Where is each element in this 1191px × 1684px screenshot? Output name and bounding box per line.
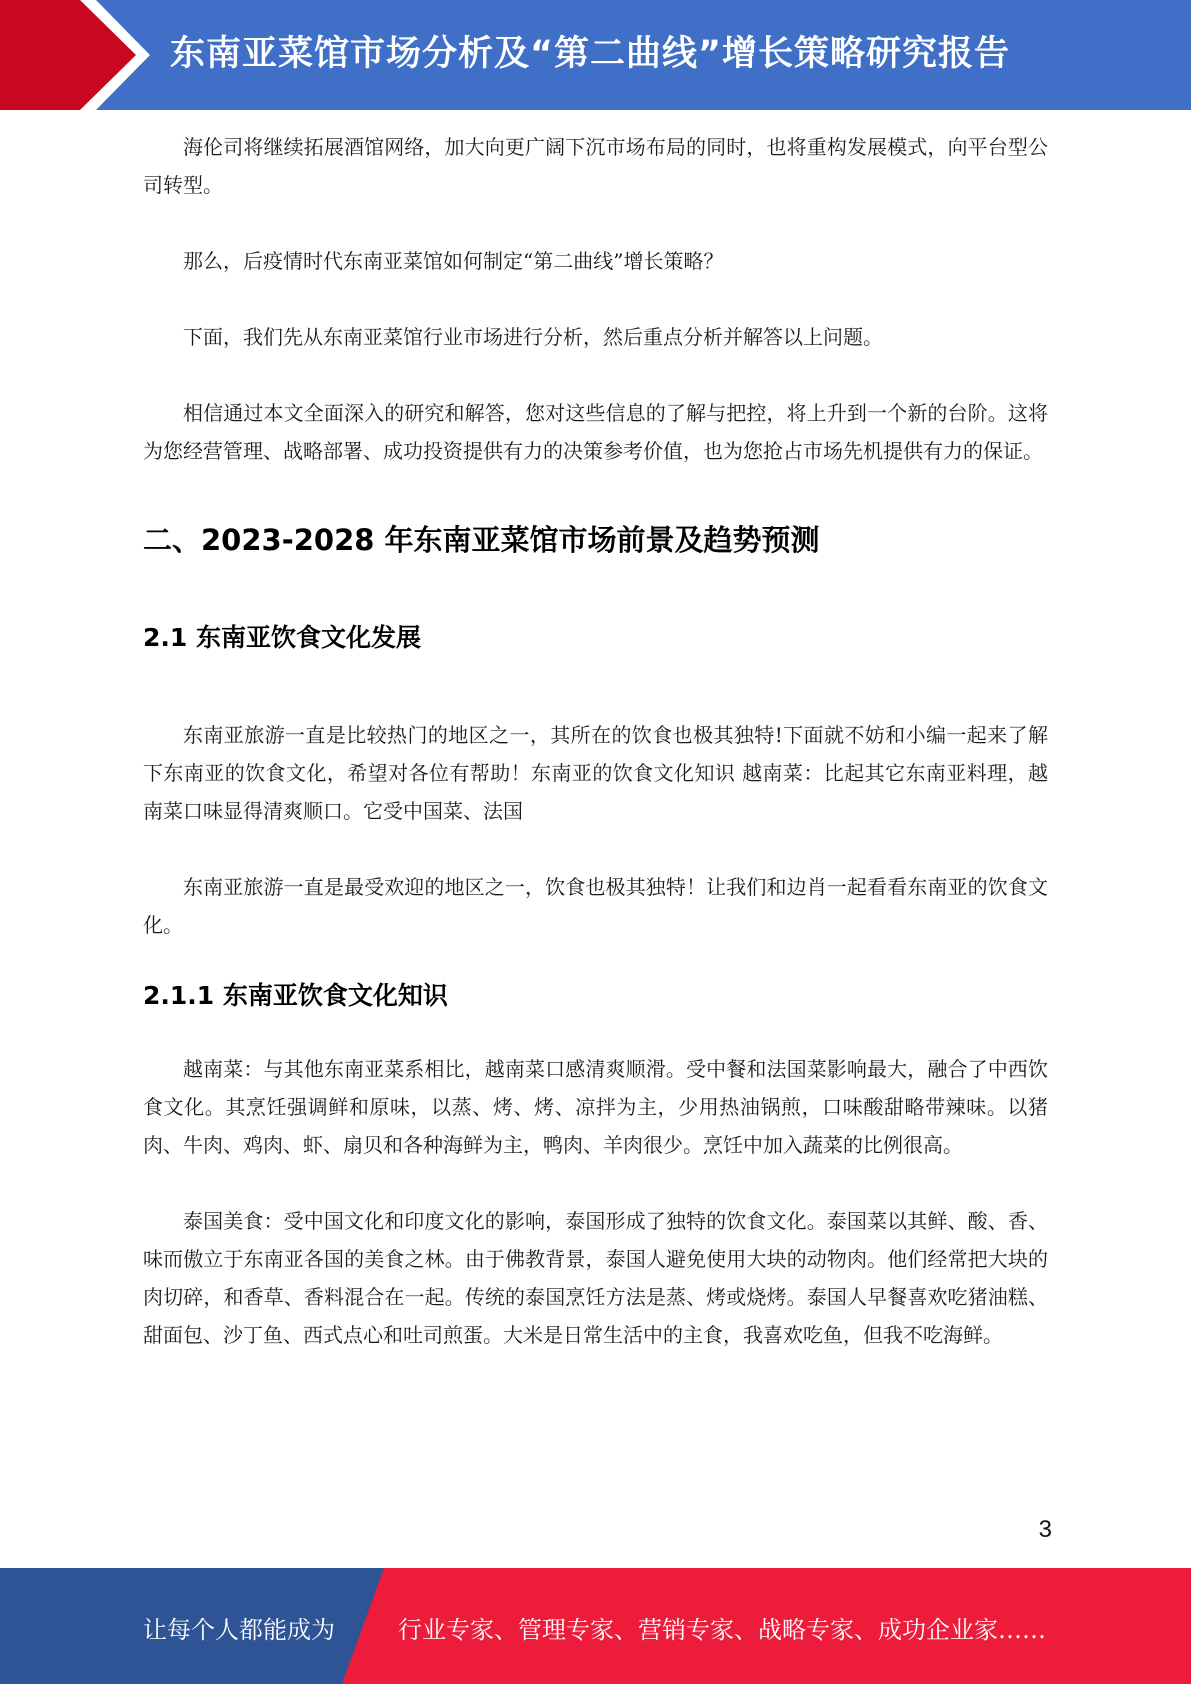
footer-slogan-left: 让每个人都能成为 xyxy=(143,1616,335,1644)
paragraph: 相信通过本文全面深入的研究和解答，您对这些信息的了解与把控，将上升到一个新的台阶。这将为您经营管理、战略部署、成功投资提供有力的决策参考价值，也为您抢占市场先机提供有力的保证。 xyxy=(143,401,1048,463)
paragraph: 下面，我们先从东南亚菜馆行业市场进行分析，然后重点分析并解答以上问题。 xyxy=(183,325,883,349)
header-chevron-decoration xyxy=(0,0,160,110)
paragraph: 泰国美食：受中国文化和印度文化的影响，泰国形成了独特的饮食文化。泰国菜以其鲜、酸、香、味而傲立于东南亚各国的美食之林。由于佛教背景，泰国人避免使用大块的动物肉。他们经常把大块的肉切碎，和香草、香料混合在一起。传统的泰国烹饪方法是蒸、烤或烧烤。泰国人早餐喜欢吃猪油糕、甜面包、沙丁鱼、西式点心和吐司煎蛋。大米是日常生活中的主食，我喜欢吃鱼，但我不吃海鲜。 xyxy=(143,1209,1048,1347)
section-heading: 二、2023-2028 年东南亚菜馆市场前景及趋势预测 xyxy=(143,523,820,557)
header-banner xyxy=(0,0,1191,110)
paragraph: 东南亚旅游一直是最受欢迎的地区之一，饮食也极其独特！让我们和边肖一起看看东南亚的饮食文化。 xyxy=(143,875,1048,937)
subsection-heading: 2.1 东南亚饮食文化发展 xyxy=(143,623,421,652)
footer-slogan-right: 行业专家、管理专家、营销专家、战略专家、成功企业家…… xyxy=(398,1616,1046,1644)
paragraph: 东南亚旅游一直是比较热门的地区之一，其所在的饮食也极其独特!下面就不妨和小编一起来了解下东南亚的饮食文化，希望对各位有帮助！东南亚的饮食文化知识 越南菜：比起其它东南亚料理，越南菜口味显得清爽顺口。它受中国菜、法国 xyxy=(143,723,1048,823)
report-title: 东南亚菜馆市场分析及“第二曲线”增长策略研究报告 xyxy=(170,34,1011,74)
subsection-heading: 2.1.1 东南亚饮食文化知识 xyxy=(143,981,448,1010)
footer-banner xyxy=(0,1568,1191,1684)
page-number: 3 xyxy=(1038,1516,1052,1543)
paragraph: 海伦司将继续拓展酒馆网络，加大向更广阔下沉市场布局的同时，也将重构发展模式，向平台型公司转型。 xyxy=(143,135,1048,197)
paragraph: 那么，后疫情时代东南亚菜馆如何制定“第二曲线”增长策略？ xyxy=(183,249,724,273)
paragraph: 越南菜：与其他东南亚菜系相比，越南菜口感清爽顺滑。受中餐和法国菜影响最大，融合了中西饮食文化。其烹饪强调鲜和原味，以蒸、烤、烤、凉拌为主，少用热油锅煎，口味酸甜略带辣味。以猪肉、牛肉、鸡肉、虾、扇贝和各种海鲜为主，鸭肉、羊肉很少。烹饪中加入蔬菜的比例很高。 xyxy=(143,1057,1048,1157)
page-content xyxy=(143,128,1048,1354)
